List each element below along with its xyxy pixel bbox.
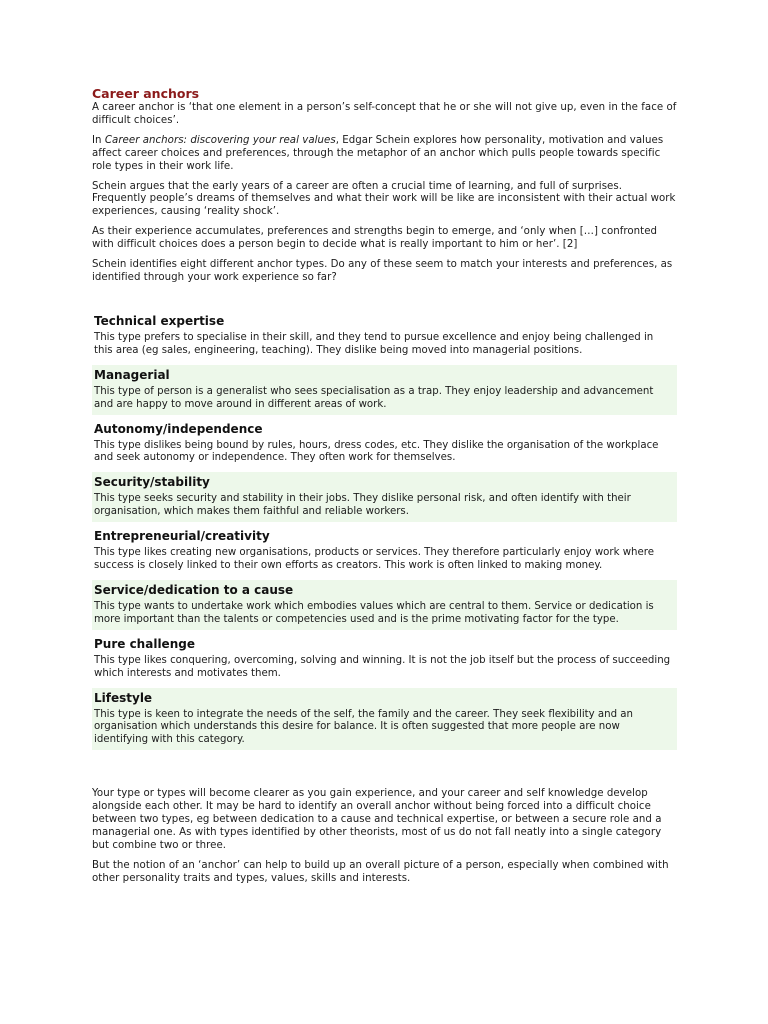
intro-paragraph-4: As their experience accumulates, preferences and strengths begin to emerge, and ‘only when […] confronted with difficult choices does a person begin to decide what is really important to him or her’. [2] [92,226,658,251]
anchor-type-heading: Managerial [94,367,170,382]
anchor-type-service-dedication [92,580,677,630]
anchor-type-heading: Lifestyle [94,690,153,705]
conclusion-paragraph-1: Your type or types will become clearer as you gain experience, and your career and self knowledge develop alongside each other. It may be hard to identify an overall anchor without being forced into a difficult choice between two types, eg between dedication to a cause and technical expertise, or between a secure role and a managerial one. As with types identified by other theorists, most of us do not fall neatly into a single category but combine two or three. [92,788,662,851]
anchor-type-description: This type likes conquering, overcoming, solving and winning. It is not the job itself but the process of succeeding which interests and motivates them. [94,654,671,679]
intro-paragraph-3: Schein argues that the early years of a career are often a crucial time of learning, and full of surprises. Frequently people’s dreams of themselves and what their work will be like are inconsistent with their actual work experiences, causing ‘reality shock’. [92,180,676,218]
anchor-type-entrepreneurial-creativity [92,526,677,576]
document-content [92,86,677,893]
anchor-type-description: This type is keen to integrate the needs of the self, the family and the career. They seek flexibility and an organisation which understands this desire for balance. It is often suggested that more people are now identifying with this category. [94,708,634,746]
anchor-type-description: This type dislikes being bound by rules, hours, dress codes, etc. They dislike the organisation of the workplace and seek autonomy or independence. They often work for themselves. [94,439,659,464]
anchor-type-autonomy-independence [92,419,677,469]
intro-paragraph-2 [92,135,677,174]
anchor-type-security-stability [92,472,677,522]
anchor-type-heading: Autonomy/independence [94,421,263,436]
page-title: Career anchors [92,86,200,101]
intro-paragraph-1: A career anchor is ‘that one element in a person’s self-concept that he or she will not give up, even in the face of difficult choices’. [92,102,677,126]
anchor-type-heading: Technical expertise [94,313,225,328]
anchor-types-list [92,311,677,750]
intro-section [92,102,677,285]
anchor-type-description: This type likes creating new organisations, products or services. They therefore particularly enjoy work where success is closely linked to their own efforts as creators. This work is often linked to making money. [94,547,655,572]
anchor-type-description: This type seeks security and stability in their jobs. They dislike personal risk, and often identify with their organisation, which makes them faithful and reliable workers. [94,493,631,518]
anchor-type-heading: Security/stability [94,475,210,490]
intro-paragraph-2-start: In [92,134,105,146]
anchor-type-heading: Entrepreneurial/creativity [94,529,270,544]
intro-paragraph-5: Schein identifies eight different anchor types. Do any of these seem to match your interests and preferences, as identified through your work experience so far? [92,259,673,283]
anchor-type-lifestyle [92,688,677,751]
anchor-type-heading: Pure challenge [94,636,195,651]
anchor-type-managerial [92,365,677,415]
intro-paragraph-2-rest: , Edgar Schein explores how personality, motivation and values affect career choices and preferences, through the metaphor of an anchor which pulls people towards specific role types in their work life. [92,134,664,172]
anchor-type-description: This type of person is a generalist who sees specialisation as a trap. They enjoy leadership and advancement and are happy to move around in different areas of work. [94,385,654,410]
anchor-type-heading: Service/dedication to a cause [94,582,294,597]
anchor-type-pure-challenge [92,634,677,684]
anchor-type-description: This type prefers to specialise in their skill, and they tend to pursue excellence and enjoy being challenged in this area (eg sales, engineering, teaching). They dislike being moved into managerial positions. [94,331,654,356]
anchor-type-description: This type wants to undertake work which embodies values which are central to them. Service or dedication is more important than the talents or competencies used and is the prime motivating factor for the type. [94,600,654,625]
conclusion-section [92,788,677,885]
book-title: Career anchors: discovering your real values [104,134,336,146]
anchor-type-technical-expertise [92,311,677,361]
conclusion-paragraph-2: But the notion of an ‘anchor’ can help to build up an overall picture of a person, especially when combined with other personality traits and types, values, skills and interests. [92,859,669,884]
